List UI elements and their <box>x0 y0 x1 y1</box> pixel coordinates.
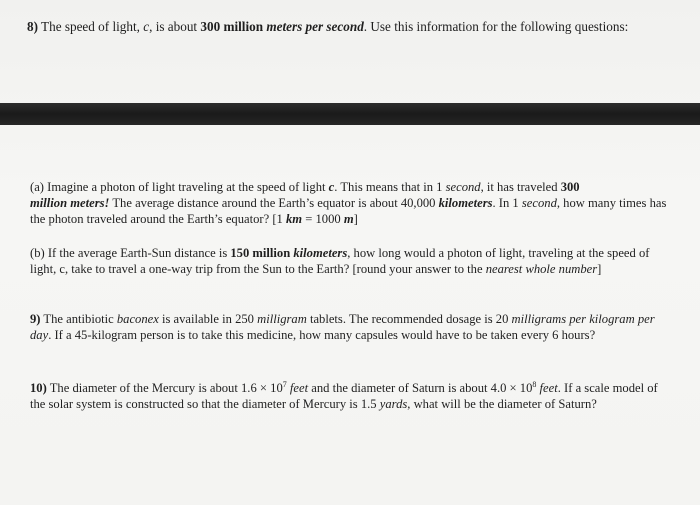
text: = 1000 <box>302 212 344 226</box>
text: is available in 250 <box>158 312 258 326</box>
text: and the diameter of Saturn is about 4.0 × 10 <box>308 381 533 395</box>
text: kilometers <box>438 196 493 210</box>
exponent: 8 <box>532 380 537 389</box>
text: , is about <box>149 19 201 34</box>
question-8b <box>30 245 675 277</box>
text: 300 <box>560 180 580 194</box>
text: milligram <box>257 312 307 326</box>
text: million meters! <box>30 196 110 210</box>
question-8-number: 8) <box>27 19 38 34</box>
text: . If a 45-kilogram person is to take this medicine, how many capsules would have to be taken every 6 hours? <box>48 328 596 342</box>
text: nearest whole number <box>485 262 598 276</box>
text: ] <box>353 212 358 226</box>
text: , how many times has the photon traveled around the Earth’s equator? [1 <box>30 196 667 226</box>
text: feet <box>539 381 558 395</box>
text: . If a scale model of the solar system is constructed so that the diameter of Mercury is 1.5 <box>30 381 658 411</box>
text: , how long would a photon of light, traveling at the speed of light, c, take to travel a one-way trip from the Sun to the Earth? [round your answer to the <box>30 246 650 276</box>
text: tablets. The recommended dosage is 20 <box>306 312 512 326</box>
text: The speed of light, <box>38 19 144 34</box>
text: , what will be the diameter of Saturn? <box>407 397 597 411</box>
text: ] <box>597 262 602 276</box>
text: km <box>285 212 303 226</box>
text: , it has traveled <box>480 180 561 194</box>
text: second <box>445 180 481 194</box>
text: milligrams per kilogram per day <box>30 312 655 342</box>
text: The diameter of the Mercury is about 1.6 × 10 <box>46 381 283 395</box>
question-8a <box>30 179 675 227</box>
text: 150 million <box>230 246 294 260</box>
text: baconex <box>116 312 159 326</box>
text: (a) Imagine a photon of light traveling at the speed of light <box>30 180 329 194</box>
exponent: 7 <box>282 380 287 389</box>
question-9 <box>30 311 675 343</box>
text: kilometers <box>293 246 348 260</box>
text: 300 million <box>200 19 267 34</box>
text: yards <box>379 397 408 411</box>
text: The average distance around the Earth’s equator is about 40,000 <box>109 196 439 210</box>
text: meters per second <box>266 19 364 34</box>
text: The antibiotic <box>40 312 117 326</box>
text: c <box>328 180 335 194</box>
question-10 <box>30 380 670 412</box>
text: (b) If the average Earth-Sun distance is <box>30 246 231 260</box>
question-10-number: 10) <box>30 381 47 395</box>
text: c <box>143 19 150 34</box>
text: . This means that in 1 <box>334 180 446 194</box>
question-8 <box>27 18 667 35</box>
text: second <box>521 196 557 210</box>
text: . Use this information for the following questions: <box>363 19 629 34</box>
question-9-number: 9) <box>30 312 41 326</box>
redaction-bar <box>0 103 700 125</box>
text: m <box>343 212 354 226</box>
text: feet <box>289 381 309 395</box>
text: . In 1 <box>492 196 522 210</box>
